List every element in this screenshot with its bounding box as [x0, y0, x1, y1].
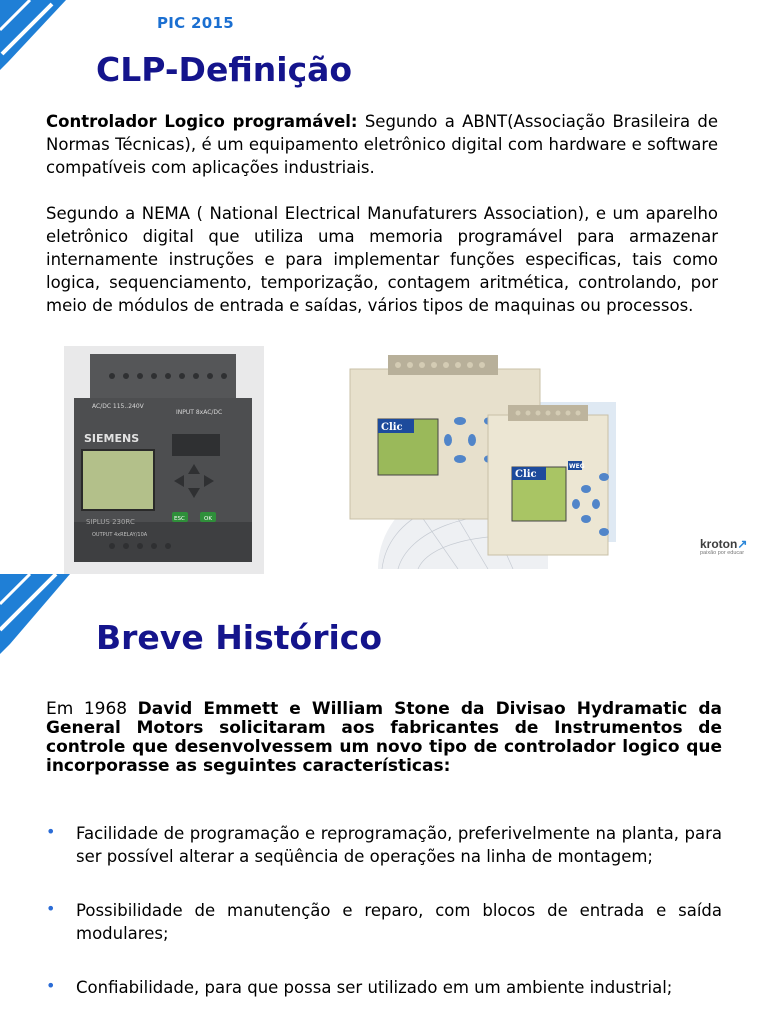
corner-chevron-decoration: [0, 574, 80, 664]
siemens-top-label: AC/DC 115..240V: [92, 403, 144, 410]
list-item: [46, 976, 722, 999]
definition-paragraph-abnt: [46, 110, 718, 179]
kroton-tagline: paixão por educar: [700, 550, 745, 556]
siemens-brand: SIEMENS: [84, 432, 140, 445]
slide-title: CLP-Definição: [96, 50, 353, 89]
intro-bold-text: David Emmett e William Stone da Divisao Hydramatic da General Motors solicitaram aos fabricantes de Instrumentos de controle que desenvolvessem um novo tipo de controlador logico que incorporasse as seguintes características:: [46, 699, 722, 776]
corner-chevron-decoration: [0, 0, 80, 85]
slide-breve-historico: [0, 574, 768, 1024]
kroton-logo: [700, 537, 747, 556]
list-item: [46, 822, 722, 868]
list-item: [46, 899, 722, 945]
kroton-mark-icon: ↗: [737, 537, 748, 551]
siemens-output-label: OUTPUT 4xRELAY/10A: [92, 532, 148, 538]
siemens-plc-image: [64, 346, 264, 574]
list-item-text: Possibilidade de manutenção e reparo, com blocos de entrada e saída modulares;: [76, 901, 722, 943]
siemens-input-label: INPUT 8xAC/DC: [176, 409, 223, 416]
header-label: PIC 2015: [157, 14, 234, 32]
requirements-list: [46, 822, 722, 999]
clic-brand-front: Clic: [515, 469, 537, 480]
history-intro-paragraph: [46, 700, 722, 776]
definition-paragraph-nema: Segundo a NEMA ( National Electrical Manufaturers Association), e um aparelho eletrônico digital que utiliza uma memoria programável para armazenar internamente instruções e para implementar funções especificas, tais como logica, sequenciamento, temporização, contagem aritmética, controlando, por meio de módulos de entrada e saídas, vários tipos de maquinas ou processos.: [46, 204, 718, 315]
definition-term: Controlador Logico programável:: [46, 112, 358, 131]
intro-year-text: Em 1968: [46, 699, 138, 719]
bullet-icon: •: [46, 976, 56, 995]
siemens-model: SIPLUS 230RC: [86, 518, 135, 526]
kroton-name: kroton: [700, 537, 738, 551]
clic-weg-badge: WEG: [569, 463, 585, 470]
bullet-icon: •: [46, 822, 56, 841]
bullet-icon: •: [46, 899, 56, 918]
slide-title: Breve Histórico: [96, 618, 383, 657]
clic-brand-back: Clic: [381, 422, 403, 433]
weg-clic-plc-image: [348, 347, 616, 569]
list-item-text: Facilidade de programação e reprogramação, preferivelmente na planta, para ser possível alterar a seqüência de operações na linha de montagem;: [76, 824, 722, 866]
siemens-ok-label: OK: [204, 516, 212, 522]
siemens-esc-label: ESC: [174, 516, 185, 522]
list-item-text: Confiabilidade, para que possa ser utilizado em um ambiente industrial;: [76, 978, 673, 997]
definition-text: Segundo a ABNT(Associação Brasileira de Normas Técnicas), é um equipamento eletrônico digital com hardware e software compatíveis com aplicações industriais.: [46, 112, 718, 177]
